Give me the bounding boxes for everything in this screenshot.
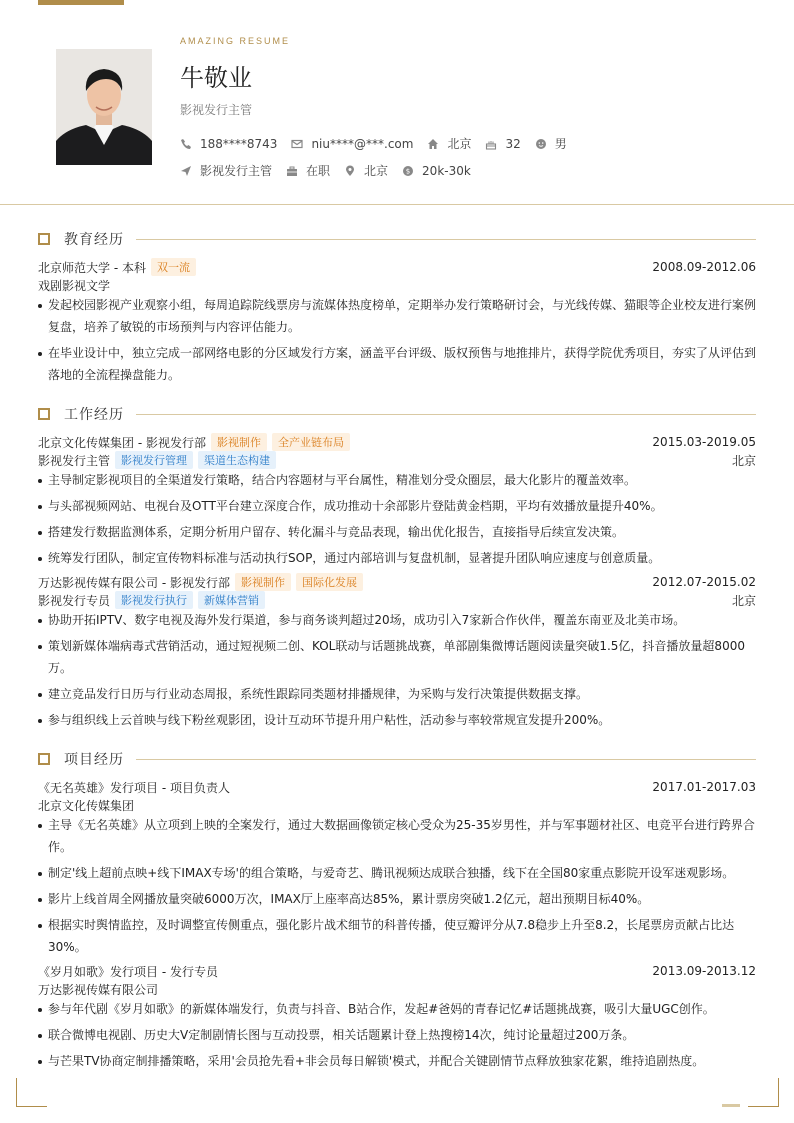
entry-subtitle-row (38, 591, 756, 609)
corner-dash (722, 1104, 740, 1107)
section-header (38, 750, 756, 768)
entry-subtitle: 北京文化传媒集团 (38, 798, 135, 813)
info-item (535, 135, 567, 152)
job-title: 影视发行主管 (180, 103, 253, 117)
entry-date: 2017.01-2017.03 (652, 780, 756, 794)
section-marker-icon (38, 233, 50, 245)
location-icon (344, 165, 356, 177)
entry-location: 北京 (731, 593, 756, 608)
bullet-item: 统筹发行团队，制定宣传物料标准与活动执行SOP，通过内部培训与复盘机制，显著提升团队响应速度与创意质量。 (38, 547, 756, 569)
info-text: 北京 (447, 137, 472, 151)
entry-subtitle-group (38, 591, 265, 609)
section-header (38, 230, 756, 248)
bullet-item: 协助开拓IPTV、数字电视及海外发行渠道，参与商务谈判超过20场，成功引入7家新合作伙伴，覆盖东南亚及北美市场。 (38, 609, 756, 631)
candidate-name: 牛敬业 (180, 64, 252, 92)
entry-title: 《岁月如歌》发行项目 - 发行专员 (38, 964, 218, 979)
info-item (427, 135, 471, 152)
bullet-item: 参与组织线上云首映与线下粉丝观影团，设计互动环节提升用户粘性，活动参与率较常规宣发提升200%。 (38, 709, 756, 731)
entry (38, 573, 756, 731)
entry-title-row (38, 573, 756, 591)
entry-title-group (38, 963, 218, 980)
bullet-list (38, 814, 756, 958)
bullet-item: 联合微博电视剧、历史大V定制剧情长图与互动投票，相关话题累计登上热搜榜14次，纯讨论量超过200万条。 (38, 1024, 756, 1046)
bullet-item: 与头部视频网站、电视台及OTT平台建立深度合作，成功推动十余部影片登陆黄金档期，平均有效播放量提升40%。 (38, 495, 756, 517)
entry (38, 962, 756, 1072)
bullet-item: 参与年代剧《岁月如歌》的新媒体端发行，负责与抖音、B站合作，发起#爸妈的青春记忆#话题挑战赛，吸引大量UGC创作。 (38, 998, 756, 1020)
bullet-list (38, 294, 756, 386)
tag: 全产业链布局 (272, 433, 350, 451)
entry-title-group (38, 433, 350, 451)
brand-label: AMAZING RESUME (180, 36, 291, 46)
entry-subtitle-group (38, 451, 276, 469)
briefcase-icon (286, 165, 298, 177)
cake-icon (485, 138, 497, 150)
info-item (180, 162, 272, 179)
entry-subtitle-group (38, 277, 110, 294)
bullet-item: 策划新媒体端病毒式营销活动，通过短视频二创、KOL联动与话题挑战赛，单部剧集微博话题阅读量突破1.5亿，抖音播放量超8000万。 (38, 635, 756, 679)
info-text: 影视发行主管 (200, 164, 273, 178)
bullet-list (38, 469, 756, 569)
entry-date: 2012.07-2015.02 (652, 575, 756, 589)
entry-subtitle: 影视发行专员 (38, 593, 111, 608)
section-rule (136, 759, 756, 760)
section-title: 教育经历 (64, 232, 124, 248)
info-text: 20k-30k (422, 163, 471, 178)
phone-icon (180, 138, 192, 150)
entry-subtitle: 万达影视传媒有限公司 (38, 982, 159, 997)
home-icon (427, 138, 439, 150)
info-text: 北京 (364, 164, 389, 178)
entry-subtitle-row (38, 276, 756, 294)
tag: 影视发行管理 (115, 451, 193, 469)
entry-subtitle: 戏剧影视文学 (38, 278, 111, 293)
tag: 影视发行执行 (115, 591, 193, 609)
contact-row (180, 135, 581, 152)
mail-icon (291, 138, 303, 150)
corner-ornament-right (748, 1078, 779, 1107)
bullet-item: 根据实时舆情监控，及时调整宣传侧重点，强化影片战术细节的科普传播，使豆瓣评分从7.8稳步上升至8.2，长尾票房贡献占比达30%。 (38, 914, 756, 958)
entry-title-row (38, 258, 756, 276)
section-header (38, 405, 756, 423)
entry (38, 433, 756, 569)
tag: 新媒体营销 (198, 591, 265, 609)
bullet-item: 发起校园影视产业观察小组，每周追踪院线票房与流媒体热度榜单，定期举办发行策略研讨会，与光线传媒、猫眼等企业校友进行案例复盘，培养了敏锐的市场预判与内容评估能力。 (38, 294, 756, 338)
entry-title-group (38, 779, 230, 796)
entry-date: 2008.09-2012.06 (652, 260, 756, 274)
bullet-item: 制定'线上超前点映+线下IMAX专场'的组合策略，与爱奇艺、腾讯视频达成联合独播，线下在全国80家重点影院开设军迷观影场。 (38, 862, 756, 884)
work-section (38, 405, 756, 735)
job-intent-row (180, 162, 485, 179)
svg-text:$: $ (405, 167, 411, 176)
info-item (291, 137, 413, 151)
bullet-list (38, 609, 756, 731)
tag: 影视制作 (211, 433, 267, 451)
bullet-list (38, 998, 756, 1072)
entry-subtitle-group (38, 981, 158, 998)
info-item (180, 137, 277, 151)
entry-title-group (38, 573, 363, 591)
projects-section (38, 750, 756, 1076)
section-rule (136, 239, 756, 240)
entry (38, 258, 756, 386)
info-item (286, 162, 330, 179)
tag: 渠道生态构建 (198, 451, 276, 469)
info-item (402, 164, 471, 178)
section-title: 工作经历 (64, 407, 124, 423)
tag: 国际化发展 (296, 573, 363, 591)
entry-title: 北京师范大学 - 本科 (38, 260, 146, 275)
bullet-item: 主导制定影视项目的全渠道发行策略，结合内容题材与平台属性，精准划分受众圈层，最大化影片的覆盖效率。 (38, 469, 756, 491)
info-item (485, 137, 520, 151)
bullet-item: 建立竞品发行日历与行业动态周报，系统性跟踪同类题材排播规律，为采购与发行决策提供数据支撑。 (38, 683, 756, 705)
entry-subtitle-row (38, 796, 756, 814)
entry-date: 2013.09-2013.12 (652, 964, 756, 978)
entry (38, 778, 756, 958)
tag: 影视制作 (235, 573, 291, 591)
entry-subtitle: 影视发行主管 (38, 453, 111, 468)
header-divider (0, 204, 794, 205)
top-accent-bar (38, 0, 124, 5)
tag: 双一流 (151, 258, 196, 276)
entry-subtitle-row (38, 980, 756, 998)
section-title: 项目经历 (64, 752, 124, 768)
info-text: niu****@***.com (311, 136, 414, 151)
gender-icon (535, 138, 547, 150)
section-marker-icon (38, 408, 50, 420)
info-text: 188****8743 (200, 136, 278, 151)
entry-title-row (38, 962, 756, 980)
entry-subtitle-row (38, 451, 756, 469)
section-marker-icon (38, 753, 50, 765)
entry-date: 2015.03-2019.05 (652, 435, 756, 449)
entry-title-row (38, 778, 756, 796)
entry-subtitle-group (38, 797, 134, 814)
education-section (38, 230, 756, 390)
corner-ornament-left (16, 1078, 47, 1107)
info-text: 32 (505, 136, 521, 151)
bullet-item: 在毕业设计中，独立完成一部网络电影的分区域发行方案，涵盖平台评级、版权预售与地推排片，获得学院优秀项目，夯实了从评估到落地的全流程操盘能力。 (38, 342, 756, 386)
bullet-item: 主导《无名英雄》从立项到上映的全案发行，通过大数据画像锁定核心受众为25-35岁男性，并与军事题材社区、电竞平台进行跨界合作。 (38, 814, 756, 858)
entry-title: 万达影视传媒有限公司 - 影视发行部 (38, 575, 230, 590)
send-icon (180, 165, 192, 177)
section-rule (136, 414, 756, 415)
info-text: 在职 (306, 164, 331, 178)
entry-title: 北京文化传媒集团 - 影视发行部 (38, 435, 206, 450)
entry-title: 《无名英雄》发行项目 - 项目负责人 (38, 780, 230, 795)
info-item (344, 162, 388, 179)
entry-title-group (38, 258, 196, 276)
bullet-item: 与芒果TV协商定制排播策略，采用'会员抢先看+非会员每日解锁'模式，并配合关键剧情节点释放独家花絮，维持追剧热度。 (38, 1050, 756, 1072)
bullet-item: 影片上线首周全网播放量突破6000万次，IMAX厅上座率高达85%，累计票房突破1.2亿元，超出预期目标40%。 (38, 888, 756, 910)
bullet-item: 搭建发行数据监测体系，定期分析用户留存、转化漏斗与竞品表现，输出优化报告，直接指导后续宣发决策。 (38, 521, 756, 543)
entry-title-row (38, 433, 756, 451)
info-text: 男 (554, 137, 567, 151)
entry-location: 北京 (731, 453, 756, 468)
avatar (56, 49, 152, 165)
money-icon (402, 165, 414, 177)
